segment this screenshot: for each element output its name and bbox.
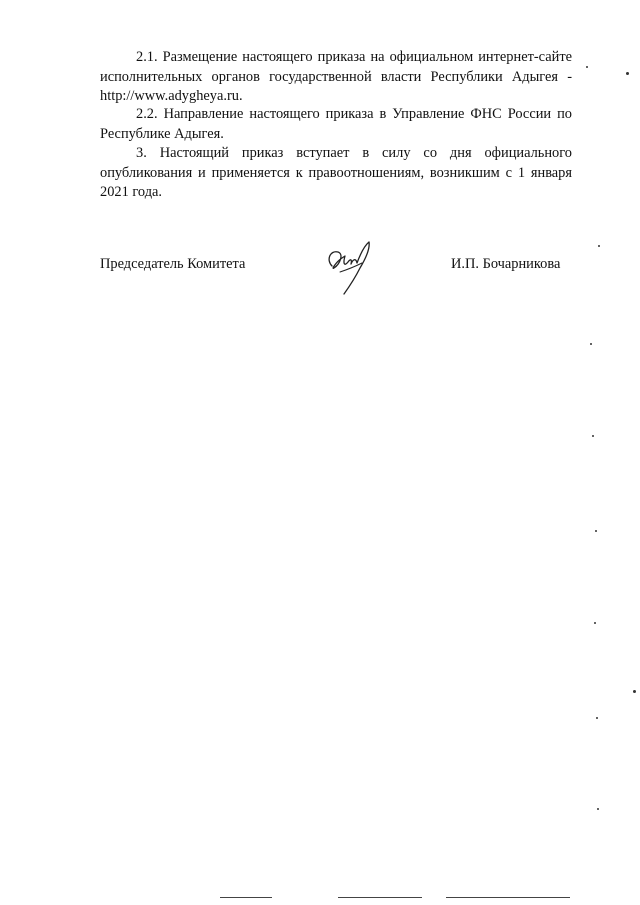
- signatory-name: И.П. Бочарникова: [451, 256, 561, 272]
- scan-dot: [596, 717, 598, 719]
- scan-dot: [586, 66, 588, 68]
- footer-rule: [446, 897, 570, 898]
- paragraph-2-2: 2.2. Направление настоящего приказа в Управление ФНС России по Республике Адыгея.: [100, 106, 572, 142]
- footer-rule: [338, 897, 422, 898]
- footer-rule: [220, 897, 272, 898]
- scan-dot: [590, 343, 592, 345]
- scan-dot: [633, 690, 636, 693]
- scan-dot: [597, 808, 599, 810]
- scan-dot: [626, 72, 629, 75]
- paragraph-2-1: 2.1. Размещение настоящего приказа на официальном интернет-сайте исполнительных органов государственной власти Республики Адыгея - http://www.adygheya.ru.: [100, 49, 572, 104]
- handwritten-signature: [318, 236, 380, 298]
- paragraph-3: 3. Настоящий приказ вступает в силу со дня официального опубликования и применяется к правоотношениям, возникшим с 1 января 2021 года.: [100, 145, 572, 200]
- scan-dot: [592, 435, 594, 437]
- scan-dot: [595, 530, 597, 532]
- signatory-title: Председатель Комитета: [100, 256, 246, 272]
- scan-dot: [594, 622, 596, 624]
- scan-dot: [598, 245, 600, 247]
